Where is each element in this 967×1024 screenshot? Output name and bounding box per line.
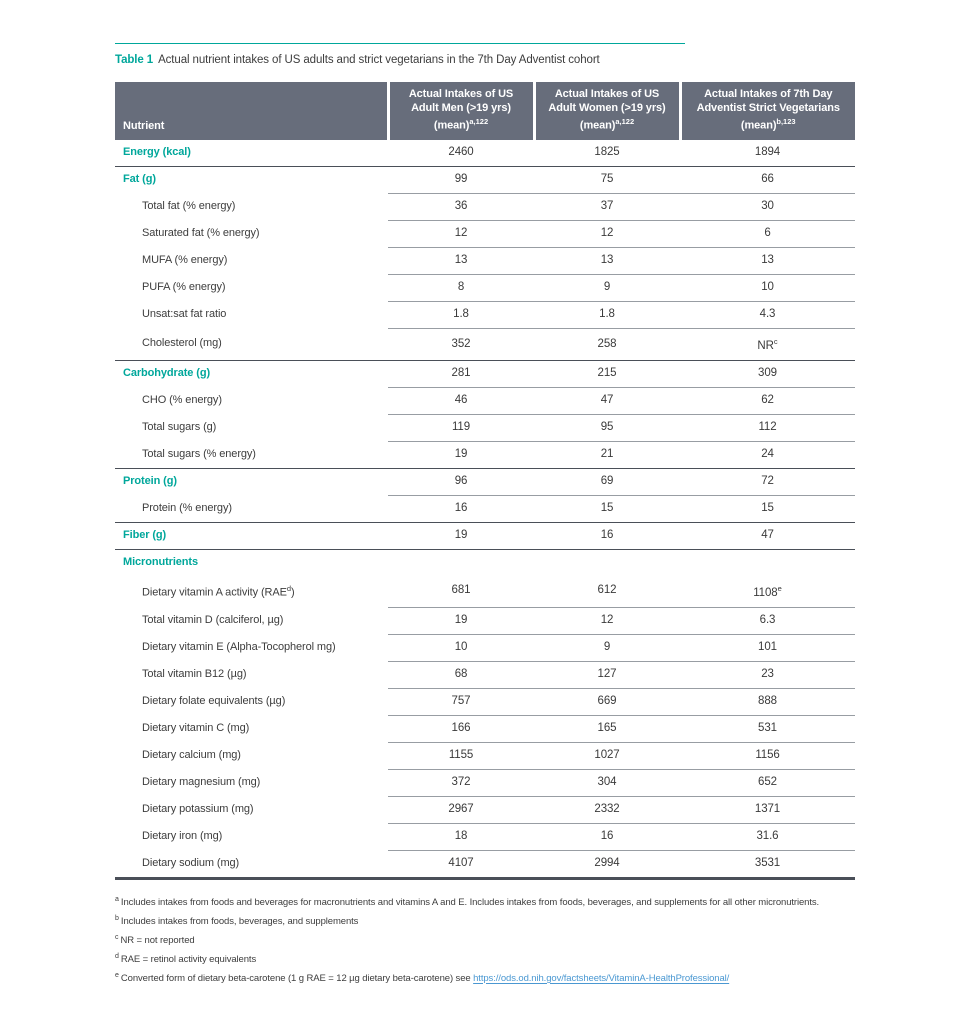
value-cell: 1.8 [534, 302, 680, 329]
column-header-label: Nutrient [123, 119, 165, 132]
table-caption: Actual nutrient intakes of US adults and strict vegetarians in the 7th Day Adventist cohort [158, 54, 600, 66]
value-cell: 165 [534, 715, 680, 742]
value-cell: 12 [534, 221, 680, 248]
row-label: CHO (% energy) [142, 393, 222, 406]
row-label: Carbohydrate (g) [115, 360, 388, 387]
value-cell: 30 [680, 194, 855, 221]
value-cell: 72 [680, 468, 855, 495]
value-cell: 12 [388, 221, 534, 248]
row-label: Protein (g) [115, 468, 388, 495]
row-label: Dietary vitamin A activity (RAE$^d$) [142, 584, 295, 599]
row-label: Fiber (g) [115, 522, 388, 549]
table-row [115, 414, 855, 441]
section-row [115, 549, 855, 576]
table-row [115, 221, 855, 248]
value-cell: 281 [388, 360, 534, 387]
value-cell: 8 [388, 275, 534, 302]
section-row [115, 522, 855, 549]
value-sup: c [773, 337, 778, 347]
value-cell: 1108e [753, 583, 782, 599]
row-label: Fat (g) [115, 167, 388, 194]
value-cell: $NR^c$ [680, 329, 855, 361]
value-cell: 21 [534, 441, 680, 468]
row-label: Dietary magnesium (mg) [142, 775, 261, 788]
table-row [115, 302, 855, 329]
table-header [115, 82, 855, 140]
value-cell: 47 [680, 522, 855, 549]
value-cell: 46 [388, 387, 534, 414]
value-cell: 13 [680, 248, 855, 275]
value-cell: 166 [388, 715, 534, 742]
value-cell: 23 [680, 661, 855, 688]
row-label: Unsat:sat fat ratio [142, 308, 227, 321]
value-cell: 1894 [754, 146, 781, 159]
column-header-women [534, 82, 680, 140]
value-cell: 19 [388, 522, 534, 549]
section-row [115, 360, 855, 387]
footnote: $^d$ RAE = retinol activity equivalents [115, 953, 257, 966]
table-row [115, 688, 855, 715]
footnote-marker: d [115, 953, 119, 961]
footnotes [115, 893, 855, 986]
row-label: Energy (kcal) [123, 146, 191, 159]
row-label: Dietary iron (mg) [142, 829, 223, 842]
row-label: Dietary sodium (mg) [142, 856, 240, 869]
value-cell: 6 [680, 221, 855, 248]
value-cell: 6.3 [680, 607, 855, 634]
row-label: Total vitamin B12 (µg) [142, 667, 247, 680]
table-body [115, 140, 855, 878]
table-row [115, 194, 855, 221]
value-cell: 1371 [680, 796, 855, 823]
column-header-nutrient [115, 82, 388, 140]
footnote: $^c$ NR = not reported [115, 934, 195, 947]
value-cell: 69 [534, 468, 680, 495]
value-cell: 68 [388, 661, 534, 688]
value-cell: 112 [680, 414, 855, 441]
value-cell: 612 [597, 584, 617, 597]
value-cell: 13 [534, 248, 680, 275]
row-label: Dietary vitamin C (mg) [142, 721, 250, 734]
row-label: Total sugars (g) [142, 420, 217, 433]
footnote: $^b$ Includes intakes from foods, beverages, and supplements [115, 914, 359, 928]
value-cell: 1156 [680, 742, 855, 769]
value-cell: 1027 [534, 742, 680, 769]
section-row [115, 140, 855, 167]
value-cell [388, 549, 534, 576]
row-label: Total sugars (% energy) [142, 447, 256, 460]
value-cell: 309 [680, 360, 855, 387]
footnote-marker: e [115, 972, 119, 980]
row-label: PUFA (% energy) [142, 281, 226, 294]
table-title [115, 53, 855, 67]
section-row [115, 167, 855, 194]
footnote: $^e$ Converted form of dietary beta-carotene (1 g RAE = 12 µg dietary beta-carotene) see https://ods.od.nih.gov/factsheets/VitaminA-HealthProfessional/ [115, 972, 730, 985]
table-row [115, 661, 855, 688]
value-cell: 16 [534, 823, 680, 850]
row-label: Total vitamin D (calciferol, µg) [142, 613, 284, 626]
value-cell: 47 [534, 387, 680, 414]
footnote-marker: a [115, 895, 119, 903]
value-cell: 9 [534, 275, 680, 302]
row-label: Dietary calcium (mg) [142, 748, 241, 761]
value-cell: 127 [534, 661, 680, 688]
table-row [115, 248, 855, 275]
value-cell: 24 [680, 441, 855, 468]
value-cell [680, 549, 855, 576]
value-cell: 16 [388, 495, 534, 522]
table-row [115, 769, 855, 796]
column-header-label: Actual Intakes of US Adult Men (>19 yrs) (mean) [408, 88, 514, 132]
value-cell: 215 [534, 360, 680, 387]
column-header-vegetarians [680, 82, 855, 140]
table-row [115, 715, 855, 742]
value-cell: 4107 [388, 850, 534, 878]
table-row [115, 742, 855, 769]
value-cell: 37 [534, 194, 680, 221]
value-cell: 75 [534, 167, 680, 194]
row-label: Cholesterol (mg) [142, 337, 222, 350]
value-cell: 13 [388, 248, 534, 275]
table-row [115, 634, 855, 661]
column-header-sup: a,122 [615, 117, 635, 126]
value-cell: 18 [388, 823, 534, 850]
value-cell: 2460 [448, 146, 474, 159]
row-label: Total fat (% energy) [142, 200, 236, 213]
table-row [115, 607, 855, 634]
value-cell: 304 [534, 769, 680, 796]
value-cell: 95 [534, 414, 680, 441]
table-row [115, 796, 855, 823]
value-cell: 681 [451, 584, 471, 597]
title-rule [115, 43, 685, 44]
row-label: MUFA (% energy) [142, 254, 228, 267]
value-cell: 531 [680, 715, 855, 742]
table-row [115, 275, 855, 302]
table-number: Table 1 [115, 54, 154, 66]
value-cell [534, 549, 680, 576]
footnote: $^a$ Includes intakes from foods and beverages for macronutrients and vitamins A and E. Includes intakes from foods, beverages, and supplements for all other micronutrients. [115, 895, 820, 908]
value-cell: 669 [534, 688, 680, 715]
value-cell: 888 [680, 688, 855, 715]
table-row [115, 495, 855, 522]
nutrient-table [115, 82, 855, 880]
value-cell: 119 [388, 414, 534, 441]
value-cell: 96 [388, 468, 534, 495]
section-row [115, 468, 855, 495]
footnote-marker: c [115, 934, 119, 942]
value-cell: 15 [534, 495, 680, 522]
value-cell: 15 [680, 495, 855, 522]
value-cell: 372 [388, 769, 534, 796]
value-cell: 2994 [534, 850, 680, 878]
row-label: Dietary folate equivalents (µg) [142, 694, 286, 707]
value-cell: 3531 [680, 850, 855, 878]
row-label: Protein (% energy) [142, 501, 232, 514]
table-row [115, 329, 855, 361]
value-cell: 757 [388, 688, 534, 715]
value-cell: 1.8 [388, 302, 534, 329]
value-cell: 652 [680, 769, 855, 796]
row-label: Dietary potassium (mg) [142, 802, 254, 815]
value-cell: 31.6 [680, 823, 855, 850]
value-cell: 12 [534, 607, 680, 634]
value-cell: 1825 [594, 146, 620, 159]
value-cell: 66 [680, 167, 855, 194]
table-row [115, 387, 855, 414]
column-header-label: Actual Intakes of 7th Day Adventist Strict Vegetarians (mean) [696, 88, 840, 132]
table-row [115, 441, 855, 468]
value-cell: 19 [388, 607, 534, 634]
value-cell: 36 [388, 194, 534, 221]
value-cell: 62 [680, 387, 855, 414]
row-label: Saturated fat (% energy) [142, 227, 260, 240]
value-cell: 2332 [534, 796, 680, 823]
column-header-men [388, 82, 534, 140]
value-cell: 99 [388, 167, 534, 194]
header-row [115, 82, 855, 140]
column-header-sup: b,123 [776, 117, 796, 126]
column-header-label: Actual Intakes of US Adult Women (>19 yrs) (mean) [548, 88, 666, 132]
value-cell: 16 [534, 522, 680, 549]
value-sup: e [777, 583, 782, 593]
value-cell: 9 [534, 634, 680, 661]
row-label: Micronutrients [115, 549, 388, 576]
footnote-marker: b [115, 914, 119, 922]
vitamin-a-link[interactable]: https://ods.od.nih.gov/factsheets/VitaminA-HealthProfessional/ [473, 973, 730, 985]
label-sup: d [286, 584, 292, 594]
value-cell: 101 [680, 634, 855, 661]
column-header-sup: a,122 [469, 117, 489, 126]
value-cell: 10 [680, 275, 855, 302]
value-cell: 19 [388, 441, 534, 468]
table-row [115, 850, 855, 878]
table-row [115, 576, 855, 607]
value-cell: 352 [388, 329, 534, 361]
table-row [115, 823, 855, 850]
value-cell: 2967 [388, 796, 534, 823]
value-cell: 10 [388, 634, 534, 661]
value-cell: 1155 [388, 742, 534, 769]
row-label: Dietary vitamin E (Alpha-Tocopherol mg) [142, 640, 336, 653]
value-cell: 4.3 [680, 302, 855, 329]
value-cell: 258 [534, 329, 680, 361]
